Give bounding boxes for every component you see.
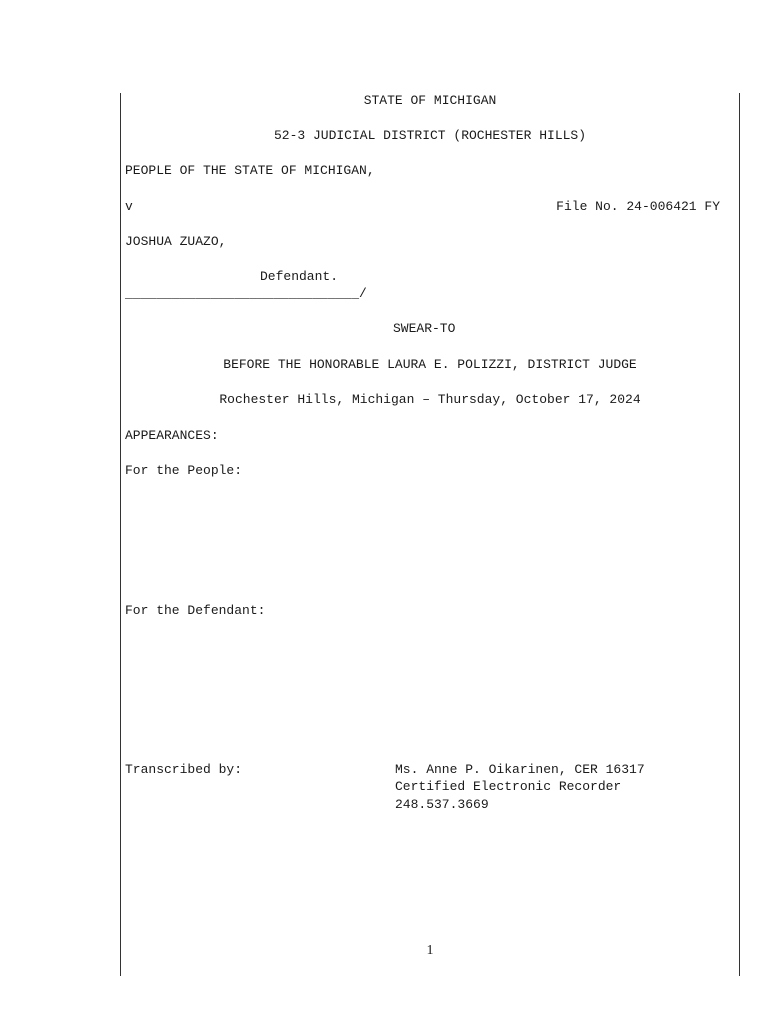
caption-signature-line: ______________________________/ — [125, 286, 367, 301]
transcriber-phone: 248.537.3669 — [395, 797, 489, 812]
transcriber-title: Certified Electronic Recorder — [395, 779, 622, 794]
state-heading: STATE OF MICHIGAN — [363, 93, 497, 108]
file-number: File No. 24-006421 FY — [556, 199, 720, 214]
left-margin-rule — [120, 93, 121, 976]
defendant-name: JOSHUA ZUAZO, — [125, 234, 227, 249]
transcribed-by-label: Transcribed by: — [125, 762, 243, 777]
defendant-role-label: Defendant. — [260, 269, 339, 284]
proceeding-title: SWEAR-TO — [393, 321, 456, 336]
versus-label: v — [125, 199, 133, 214]
location-date-line: Rochester Hills, Michigan – Thursday, October 17, 2024 — [219, 392, 641, 407]
plaintiff-name: PEOPLE OF THE STATE OF MICHIGAN, — [125, 163, 375, 178]
judge-line: BEFORE THE HONORABLE LAURA E. POLIZZI, DISTRICT JUDGE — [223, 357, 637, 372]
page-number: 1 — [426, 943, 434, 958]
transcriber-name: Ms. Anne P. Oikarinen, CER 16317 — [395, 762, 645, 777]
right-margin-rule — [739, 93, 740, 976]
district-heading: 52-3 JUDICIAL DISTRICT (ROCHESTER HILLS) — [273, 128, 587, 143]
people-appearance-label: For the People: — [125, 463, 243, 478]
defendant-appearance-label: For the Defendant: — [125, 603, 266, 618]
appearances-heading: APPEARANCES: — [125, 428, 219, 443]
